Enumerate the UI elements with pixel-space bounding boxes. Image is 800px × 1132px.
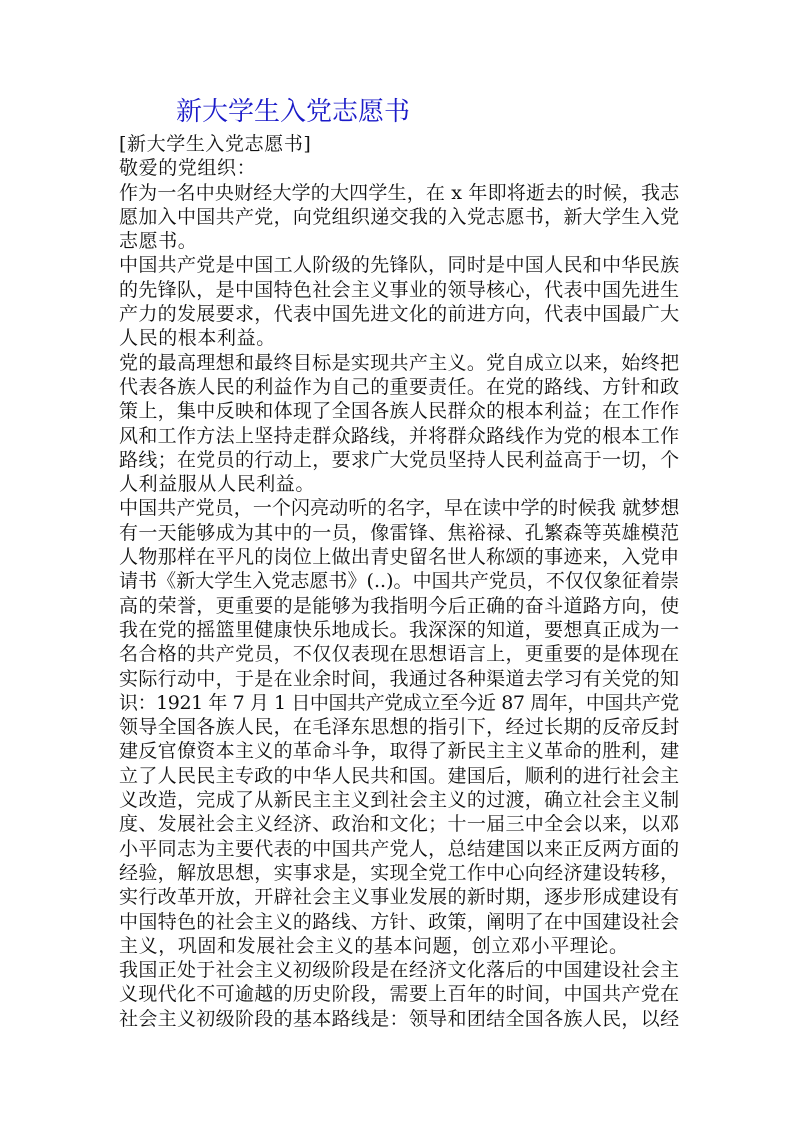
text-line: 志愿书。 (119, 230, 198, 253)
text-line: 有一天能够成为其中的一员，像雷锋、焦裕禄、孔繁森等英雄模范 (119, 521, 680, 544)
text-line: 义现代化不可逾越的历史阶段，需要上百年的时间，中国共产党在 (119, 983, 680, 1006)
text-line: 策上，集中反映和体现了全国各族人民群众的根本利益；在工作作 (119, 400, 680, 423)
text-line: 实际行动中，于是在业余时间，我通过各种渠道去学习有关党的知 (119, 667, 680, 690)
text-line: 实行改革开放，开辟社会主义事业发展的新时期，逐步形成建设有 (119, 886, 680, 909)
text-line: 主义，巩固和发展社会主义的基本问题，创立邓小平理论。 (119, 934, 629, 957)
text-line: 建反官僚资本主义的革命斗争，取得了新民主主义革命的胜利，建 (119, 740, 680, 763)
text-line: 小平同志为主要代表的中国共产党人，总结建国以来正反两方面的 (119, 837, 680, 860)
text-line: 愿加入中国共产党，向党组织递交我的入党志愿书，新大学生入党 (119, 205, 680, 228)
text-line: 作为一名中央财经大学的大四学生，在 x 年即将逝去的时候，我志 (119, 181, 680, 204)
text-line: 党的最高理想和最终目标是实现共产主义。党自成立以来，始终把 (119, 351, 680, 374)
text-line: 请书《新大学生入党志愿书》(..)。中国共产党员，不仅仅象征着崇 (119, 570, 680, 593)
text-line: 我国正处于社会主义初级阶段是在经济文化落后的中国建设社会主 (119, 959, 680, 982)
text-line: 路线；在党员的行动上，要求广大党员坚持人民利益高于一切，个 (119, 448, 680, 471)
text-line: 立了人民民主专政的中华人民共和国。建国后，顺利的进行社会主 (119, 764, 680, 787)
text-line: 经验，解放思想，实事求是，实现全党工作中心向经济建设转移， (119, 861, 680, 884)
text-line: 中国特色的社会主义的路线、方针、政策，阐明了在中国建设社会 (119, 910, 680, 933)
text-line: 名合格的共产党员，不仅仅表现在思想语言上，更重要的是体现在 (119, 643, 680, 666)
text-line: 人民的根本利益。 (119, 327, 276, 350)
text-line: [新大学生入党志愿书] (119, 133, 312, 155)
text-line: 我在党的摇篮里健康快乐地成长。我深深的知道，要想真正成为一 (119, 618, 680, 641)
text-line: 社会主义初级阶段的基本路线是：领导和团结全国各族人民，以经 (119, 1007, 680, 1030)
text-line: 识：1921 年 7 月 1 日中国共产党成立至今近 87 周年，中国共产党 (119, 691, 679, 714)
text-line: 人利益服从人民利益。 (119, 473, 316, 496)
text-line: 代表各族人民的利益作为自己的重要责任。在党的路线、方针和政 (119, 375, 680, 398)
text-line: 义改造，完成了从新民主主义到社会主义的过渡，确立社会主义制 (119, 789, 680, 812)
text-line: 度、发展社会主义经济、政治和文化；十一届三中全会以来，以邓 (119, 813, 680, 836)
text-line: 人物那样在平凡的岗位上做出青史留名世人称颂的事迹来，入党申 (119, 546, 680, 569)
text-line: 产力的发展要求，代表中国先进文化的前进方向，代表中国最广大 (119, 303, 680, 326)
text-line: 中国共产党员，一个闪亮动听的名字，早在读中学的时候我 就梦想 (119, 497, 680, 520)
document-title: 新大学生入党志愿书 (176, 97, 411, 127)
text-line: 风和工作方法上坚持走群众路线，并将群众路线作为党的根本工作 (119, 424, 680, 447)
text-line: 的先锋队，是中国特色社会主义事业的领导核心，代表中国先进生 (119, 278, 680, 301)
text-line: 高的荣誉，更重要的是能够为我指明今后正确的奋斗道路方向，使 (119, 594, 680, 617)
text-line: 中国共产党是中国工人阶级的先锋队，同时是中国人民和中华民族 (119, 254, 680, 277)
text-line: 敬爱的党组织： (119, 157, 257, 180)
document-body (119, 132, 679, 1031)
text-line: 领导全国各族人民，在毛泽东思想的指引下，经过长期的反帝反封 (119, 716, 680, 739)
